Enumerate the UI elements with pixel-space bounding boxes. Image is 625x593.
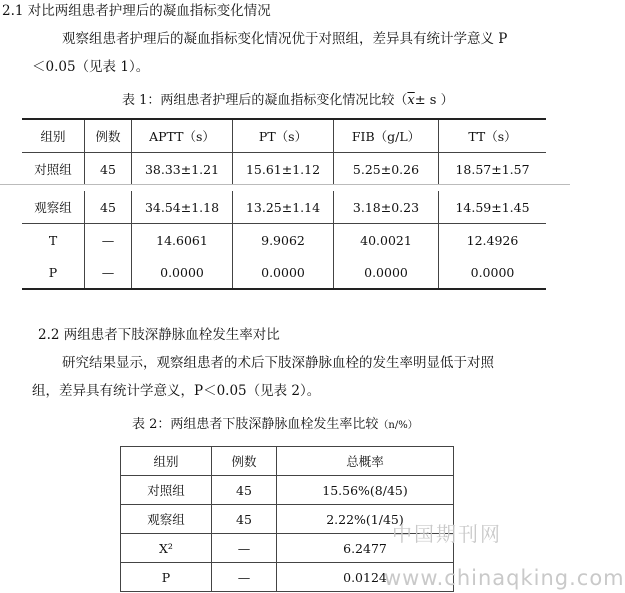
table-cell: 对照组	[121, 476, 212, 505]
header-cell: 组别	[22, 119, 85, 153]
table-row	[22, 191, 546, 224]
table2-caption-unit: （n/%）	[378, 420, 418, 431]
table-row	[22, 256, 546, 289]
table-row	[22, 224, 546, 257]
header-cell: 总概率	[277, 447, 454, 476]
table-cell: 3.18±0.23	[334, 191, 439, 224]
header-cell: 例数	[85, 119, 132, 153]
table-cell: —	[212, 563, 277, 592]
header-cell: APTT（s）	[132, 119, 233, 153]
table-cell: 18.57±1.57	[439, 153, 547, 186]
table-cell: —	[85, 224, 132, 257]
table-cell: 15.56%(8/45)	[277, 476, 454, 505]
paragraph-line: 组，差异具有统计学意义，P＜0.05（见表 2）。	[32, 383, 321, 399]
table-cell: X²	[121, 534, 212, 563]
table1-caption	[122, 92, 454, 110]
table-cell: 34.54±1.18	[132, 191, 233, 224]
table-cell: 14.6061	[132, 224, 233, 257]
table-row	[22, 153, 546, 186]
header-cell: TT（s）	[439, 119, 547, 153]
table-cell: 45	[85, 153, 132, 186]
table-cell: —	[85, 256, 132, 289]
table2-caption	[132, 416, 418, 435]
table-cell: 5.25±0.26	[334, 153, 439, 186]
table-cell: 15.61±1.12	[233, 153, 334, 186]
table-cell: 9.9062	[233, 224, 334, 257]
page-break-line	[0, 184, 570, 185]
table-header-row	[22, 119, 546, 153]
table-cell: 2.22%(1/45)	[277, 505, 454, 534]
paragraph-line: 观察组患者护理后的凝血指标变化情况优于对照组，差异具有统计学意义 P	[62, 31, 508, 47]
table-cell: 0.0000	[334, 256, 439, 289]
header-cell: FIB（g/L）	[334, 119, 439, 153]
table-cell: 45	[85, 191, 132, 224]
table-cell: 45	[212, 476, 277, 505]
table-cell: 40.0021	[334, 224, 439, 257]
header-cell: 例数	[212, 447, 277, 476]
table-cell: 对照组	[34, 162, 72, 177]
table-cell: 0.0000	[132, 256, 233, 289]
table-cell: 38.33±1.21	[132, 153, 233, 186]
table-cell: 14.59±1.45	[439, 191, 547, 224]
table-cell: 45	[212, 505, 277, 534]
table-cell: 0.0000	[439, 256, 547, 289]
section-heading-2-2: 2.2 两组患者下肢深静脉血栓发生率对比	[38, 327, 280, 343]
table-row	[121, 476, 454, 505]
table-cell: 13.25±1.14	[233, 191, 334, 224]
table1-caption-xbar: $\overline{x}$	[407, 93, 415, 108]
header-cell: PT（s）	[233, 119, 334, 153]
table-cell: 0.0124	[277, 563, 454, 592]
table-cell: 观察组	[22, 191, 85, 224]
section-heading-2-1: 2.1 对比两组患者护理后的凝血指标变化情况	[2, 3, 271, 19]
table-cell: 12.4926	[439, 224, 547, 257]
table-cell: 6.2477	[277, 534, 454, 563]
table1-caption-prefix: 表 1：两组患者护理后的凝血指标变化情况比较（	[122, 93, 408, 108]
table-cell: 观察组	[121, 505, 212, 534]
table-cell: P	[22, 256, 85, 289]
table-cell: —	[212, 534, 277, 563]
header-cell: 组别	[121, 447, 212, 476]
table-cell: 0.0000	[233, 256, 334, 289]
table-cell: P	[121, 563, 212, 592]
table-header-row	[121, 447, 454, 476]
watermark-url: www.chinaqking.com	[384, 566, 625, 590]
table1-caption-suffix: ± s ）	[414, 93, 454, 108]
table2-caption-text: 表 2：两组患者下肢深静脉血栓发生率比较	[132, 417, 379, 432]
table-cell: T	[48, 232, 58, 248]
paragraph-line: ＜0.05（见表 1）。	[32, 59, 150, 75]
watermark-cn: 中国期刊网	[392, 522, 502, 546]
table1	[22, 118, 546, 290]
paragraph-line: 研究结果显示，观察组患者的术后下肢深静脉血栓的发生率明显低于对照	[62, 355, 494, 371]
